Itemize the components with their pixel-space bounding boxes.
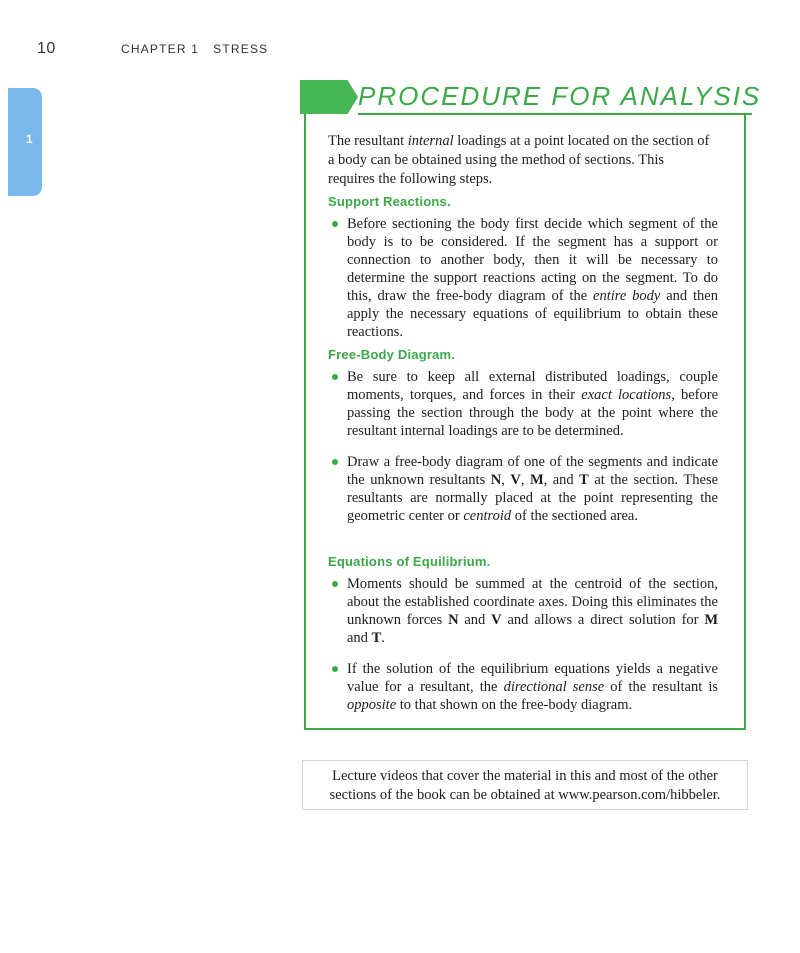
list-item: Draw a free-body diagram of one of the segments and indicate the unknown resultants N, V, M, and T at the section. These resultants are normally placed at the point representing the geometric center or centroid of the sectioned area. bbox=[328, 453, 718, 525]
chapter-tab bbox=[8, 88, 42, 196]
chapter-tab-number: 1 bbox=[26, 132, 33, 146]
chevron-right-icon bbox=[300, 80, 358, 114]
page-number: 10 bbox=[37, 40, 56, 57]
bullet-icon bbox=[332, 459, 338, 465]
list-item: Moments should be summed at the centroid of the section, about the established coordinate axes. Doing this eliminates the unknown forces N and V and allows a direct solution for M and T. bbox=[328, 575, 718, 647]
chapter-label: CHAPTER 1 bbox=[121, 42, 200, 56]
intro-paragraph: The resultant internal loadings at a point located on the section of a body can be obtained using the method of sections. This requires the following steps. bbox=[328, 133, 710, 187]
section-heading-equations-of-equilibrium: Equations of Equilibrium. bbox=[328, 554, 491, 569]
list-item: If the solution of the equilibrium equations yields a negative value for a resultant, the directional sense of the resultant is opposite to that shown on the free-body diagram. bbox=[328, 660, 718, 714]
bullet-icon bbox=[332, 374, 338, 380]
list-item: Be sure to keep all external distributed loadings, couple moments, torques, and forces in their exact locations, before passing the section through the body at the point where the resultant internal loadings are to be determined. bbox=[328, 368, 718, 440]
bullet-icon bbox=[332, 221, 338, 227]
bullet-icon bbox=[332, 666, 338, 672]
procedure-title: PROCEDURE FOR ANALYSIS bbox=[358, 81, 762, 111]
chapter-title: STRESS bbox=[213, 42, 269, 56]
note-text: Lecture videos that cover the material in this and most of the other sections of the book can be obtained at www.pearson.com/hibbeler. bbox=[329, 768, 721, 803]
emphasis-internal: internal bbox=[407, 133, 454, 149]
procedure-header bbox=[300, 80, 762, 116]
list-item: Before sectioning the body first decide which segment of the body is to be considered. If the segment has a support or connection to another body, then it will be necessary to determine the support reactions acting on the segment. To do this, draw the free-body diagram of the entire body and then apply the necessary equations of equilibrium to obtain these reactions. bbox=[328, 215, 718, 341]
running-head bbox=[37, 40, 268, 58]
section-heading-support-reactions: Support Reactions. bbox=[328, 194, 451, 209]
lecture-video-note bbox=[302, 760, 748, 810]
bullet-icon bbox=[332, 581, 338, 587]
section-heading-free-body-diagram: Free-Body Diagram. bbox=[328, 347, 456, 362]
